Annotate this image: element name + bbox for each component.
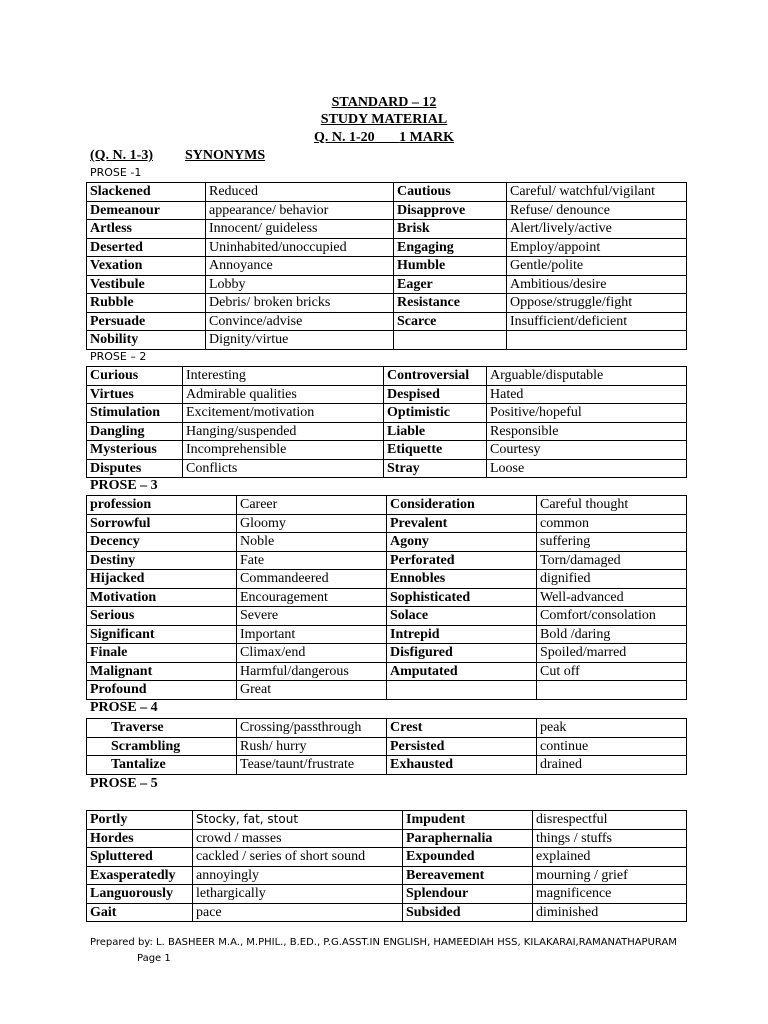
- table-row: [87, 737, 687, 756]
- table-row: [87, 588, 687, 607]
- word-cell: Intrepid: [387, 625, 537, 644]
- prose2-table: [86, 366, 687, 478]
- section-title: SYNONYMS: [185, 148, 266, 163]
- word-cell: Exhausted: [387, 756, 537, 775]
- table-row: [87, 903, 687, 922]
- synonym-cell: Arguable/disputable: [487, 367, 687, 386]
- table-row: [87, 829, 687, 848]
- synonym-cell: crowd / masses: [193, 829, 403, 848]
- word-cell: Splendour: [403, 885, 533, 904]
- word-cell: Stray: [384, 459, 487, 478]
- word-cell: Hordes: [87, 829, 193, 848]
- synonym-cell: Severe: [237, 607, 387, 626]
- word-cell: Vexation: [87, 257, 206, 276]
- prose5-label: PROSE – 5: [90, 776, 158, 791]
- word-cell: Cautious: [394, 183, 507, 202]
- synonym-cell: Loose: [487, 459, 687, 478]
- table-row: [87, 756, 687, 775]
- word-cell: Tantalize: [87, 756, 237, 775]
- synonym-cell: Commandeered: [237, 570, 387, 589]
- synonym-cell: Crossing/passthrough: [237, 719, 387, 738]
- word-cell: Curious: [87, 367, 183, 386]
- synonym-cell: Alert/lively/active: [507, 220, 687, 239]
- word-cell: Impudent: [403, 811, 533, 830]
- synonym-cell: Great: [237, 681, 387, 700]
- footer-credit: Prepared by: L. BASHEER M.A., M.PHIL., B.ED., P.G.ASST.IN ENGLISH, HAMEEDIAH HSS, KILAKARAI,RAMANATHAPURAM: [90, 937, 677, 948]
- word-cell: Rubble: [87, 294, 206, 313]
- table-row: [87, 681, 687, 700]
- synonym-cell: Gentle/polite: [507, 257, 687, 276]
- word-cell: Eager: [394, 275, 507, 294]
- synonym-cell: Innocent/ guideless: [206, 220, 394, 239]
- word-cell: Scarce: [394, 312, 507, 331]
- word-cell: Deserted: [87, 238, 206, 257]
- word-cell: Mysterious: [87, 441, 183, 460]
- synonym-cell: Career: [237, 496, 387, 515]
- synonym-cell: continue: [537, 737, 687, 756]
- word-cell: Optimistic: [384, 404, 487, 423]
- synonym-cell: Ambitious/desire: [507, 275, 687, 294]
- synonym-cell: common: [537, 514, 687, 533]
- word-cell: [387, 681, 537, 700]
- synonym-cell: Cut off: [537, 662, 687, 681]
- synonym-cell: peak: [537, 719, 687, 738]
- synonym-cell: annoyingly: [193, 866, 403, 885]
- synonym-cell: diminished: [533, 903, 687, 922]
- question-range: Q. N. 1-20: [314, 130, 375, 145]
- synonym-cell: Comfort/consolation: [537, 607, 687, 626]
- synonym-cell: Lobby: [206, 275, 394, 294]
- title-standard: STANDARD – 12: [331, 95, 437, 110]
- prose5-table: [86, 810, 687, 922]
- synonym-cell: Reduced: [206, 183, 394, 202]
- table-row: [87, 570, 687, 589]
- table-row: [87, 257, 687, 276]
- synonym-cell: explained: [533, 848, 687, 867]
- title-study-material: STUDY MATERIAL: [320, 112, 448, 127]
- word-cell: Subsided: [403, 903, 533, 922]
- word-cell: Artless: [87, 220, 206, 239]
- table-row: [87, 551, 687, 570]
- synonym-cell: Bold /daring: [537, 625, 687, 644]
- word-cell: Spluttered: [87, 848, 193, 867]
- prose4-label: PROSE – 4: [90, 700, 158, 715]
- synonym-cell: Noble: [237, 533, 387, 552]
- word-cell: Nobility: [87, 331, 206, 350]
- table-row: [87, 848, 687, 867]
- synonym-cell: Uninhabited/unoccupied: [206, 238, 394, 257]
- word-cell: Slackened: [87, 183, 206, 202]
- word-cell: Decency: [87, 533, 237, 552]
- table-row: [87, 275, 687, 294]
- synonym-cell: Fate: [237, 551, 387, 570]
- word-cell: profession: [87, 496, 237, 515]
- word-cell: Exasperatedly: [87, 866, 193, 885]
- synonym-cell: Employ/appoint: [507, 238, 687, 257]
- word-cell: Serious: [87, 607, 237, 626]
- page-number: Page 1: [137, 953, 171, 964]
- table-row: [87, 625, 687, 644]
- synonym-cell: Admirable qualities: [183, 385, 384, 404]
- synonym-cell: Dignity/virtue: [206, 331, 394, 350]
- word-cell: Agony: [387, 533, 537, 552]
- synonym-cell: pace: [193, 903, 403, 922]
- synonym-cell: [507, 331, 687, 350]
- word-cell: Significant: [87, 625, 237, 644]
- synonym-cell: Convince/advise: [206, 312, 394, 331]
- table-row: [87, 459, 687, 478]
- word-cell: Languorously: [87, 885, 193, 904]
- word-cell: Gait: [87, 903, 193, 922]
- word-cell: Liable: [384, 422, 487, 441]
- synonym-cell: Important: [237, 625, 387, 644]
- word-cell: Despised: [384, 385, 487, 404]
- word-cell: [394, 331, 507, 350]
- word-cell: Scrambling: [87, 737, 237, 756]
- word-cell: Portly: [87, 811, 193, 830]
- word-cell: Virtues: [87, 385, 183, 404]
- table-row: [87, 294, 687, 313]
- word-cell: Prevalent: [387, 514, 537, 533]
- synonym-cell: dignified: [537, 570, 687, 589]
- synonym-cell: Insufficient/deficient: [507, 312, 687, 331]
- synonym-cell: Incomprehensible: [183, 441, 384, 460]
- prose4-table: [86, 718, 687, 775]
- word-cell: Motivation: [87, 588, 237, 607]
- table-row: [87, 496, 687, 515]
- word-cell: Sorrowful: [87, 514, 237, 533]
- word-cell: Crest: [387, 719, 537, 738]
- word-cell: Engaging: [394, 238, 507, 257]
- word-cell: Dangling: [87, 422, 183, 441]
- prose3-table: [86, 495, 687, 700]
- word-cell: Persuade: [87, 312, 206, 331]
- word-cell: Demeanour: [87, 201, 206, 220]
- synonym-cell: Hated: [487, 385, 687, 404]
- table-row: [87, 607, 687, 626]
- synonym-cell: disrespectful: [533, 811, 687, 830]
- table-row: [87, 331, 687, 350]
- table-row: [87, 644, 687, 663]
- word-cell: Disfigured: [387, 644, 537, 663]
- word-cell: Resistance: [394, 294, 507, 313]
- prose1-table: [86, 182, 687, 350]
- synonym-cell: Harmful/dangerous: [237, 662, 387, 681]
- synonym-cell: appearance/ behavior: [206, 201, 394, 220]
- synonym-cell: Positive/hopeful: [487, 404, 687, 423]
- synonym-cell: cackled / series of short sound: [193, 848, 403, 867]
- table-row: [87, 238, 687, 257]
- prose2-label: PROSE – 2: [90, 350, 147, 363]
- synonym-cell: mourning / grief: [533, 866, 687, 885]
- word-cell: Humble: [394, 257, 507, 276]
- synonym-cell: Tease/taunt/frustrate: [237, 756, 387, 775]
- table-row: [87, 201, 687, 220]
- word-cell: Finale: [87, 644, 237, 663]
- synonym-cell: Climax/end: [237, 644, 387, 663]
- synonym-cell: magnificence: [533, 885, 687, 904]
- word-cell: Disputes: [87, 459, 183, 478]
- synonym-cell: suffering: [537, 533, 687, 552]
- word-cell: Hijacked: [87, 570, 237, 589]
- word-cell: Persisted: [387, 737, 537, 756]
- synonym-cell: Interesting: [183, 367, 384, 386]
- synonym-cell: Well-advanced: [537, 588, 687, 607]
- synonym-cell: Torn/damaged: [537, 551, 687, 570]
- word-cell: Traverse: [87, 719, 237, 738]
- table-row: [87, 367, 687, 386]
- table-row: [87, 441, 687, 460]
- table-row: [87, 404, 687, 423]
- table-row: [87, 719, 687, 738]
- table-row: [87, 312, 687, 331]
- synonym-cell: Courtesy: [487, 441, 687, 460]
- synonym-cell: Careful/ watchful/vigilant: [507, 183, 687, 202]
- table-row: [87, 183, 687, 202]
- synonym-cell: Responsible: [487, 422, 687, 441]
- word-cell: Stimulation: [87, 404, 183, 423]
- table-row: [87, 866, 687, 885]
- table-row: [87, 514, 687, 533]
- word-cell: Profound: [87, 681, 237, 700]
- table-row: [87, 533, 687, 552]
- word-cell: Solace: [387, 607, 537, 626]
- table-row: [87, 220, 687, 239]
- prose3-label: PROSE – 3: [90, 478, 158, 493]
- synonym-cell: Conflicts: [183, 459, 384, 478]
- word-cell: Perforated: [387, 551, 537, 570]
- synonym-cell: Refuse/ denounce: [507, 201, 687, 220]
- word-cell: Brisk: [394, 220, 507, 239]
- table-row: [87, 811, 687, 830]
- synonym-cell: Spoiled/marred: [537, 644, 687, 663]
- synonym-cell: Debris/ broken bricks: [206, 294, 394, 313]
- word-cell: Disapprove: [394, 201, 507, 220]
- word-cell: Bereavement: [403, 866, 533, 885]
- synonym-cell: Careful thought: [537, 496, 687, 515]
- word-cell: Consideration: [387, 496, 537, 515]
- word-cell: Controversial: [384, 367, 487, 386]
- word-cell: Sophisticated: [387, 588, 537, 607]
- word-cell: Amputated: [387, 662, 537, 681]
- word-cell: Malignant: [87, 662, 237, 681]
- synonym-cell: [537, 681, 687, 700]
- synonym-cell: Encouragement: [237, 588, 387, 607]
- table-row: [87, 662, 687, 681]
- word-cell: Destiny: [87, 551, 237, 570]
- synonym-cell: Rush/ hurry: [237, 737, 387, 756]
- synonym-cell: Gloomy: [237, 514, 387, 533]
- word-cell: Etiquette: [384, 441, 487, 460]
- section-question-numbers: (Q. N. 1-3): [90, 148, 153, 163]
- table-row: [87, 885, 687, 904]
- mark-value: 1 MARK: [399, 130, 454, 145]
- synonym-cell: Hanging/suspended: [183, 422, 384, 441]
- synonym-cell: Stocky, fat, stout: [193, 811, 403, 830]
- synonym-cell: lethargically: [193, 885, 403, 904]
- synonym-cell: Annoyance: [206, 257, 394, 276]
- word-cell: Ennobles: [387, 570, 537, 589]
- synonym-cell: drained: [537, 756, 687, 775]
- synonym-cell: Oppose/struggle/fight: [507, 294, 687, 313]
- word-cell: Paraphernalia: [403, 829, 533, 848]
- synonym-cell: Excitement/motivation: [183, 404, 384, 423]
- word-cell: Expounded: [403, 848, 533, 867]
- table-row: [87, 385, 687, 404]
- table-row: [87, 422, 687, 441]
- synonym-cell: things / stuffs: [533, 829, 687, 848]
- word-cell: Vestibule: [87, 275, 206, 294]
- title-marks: [0, 130, 768, 146]
- prose1-label: PROSE -1: [90, 166, 142, 179]
